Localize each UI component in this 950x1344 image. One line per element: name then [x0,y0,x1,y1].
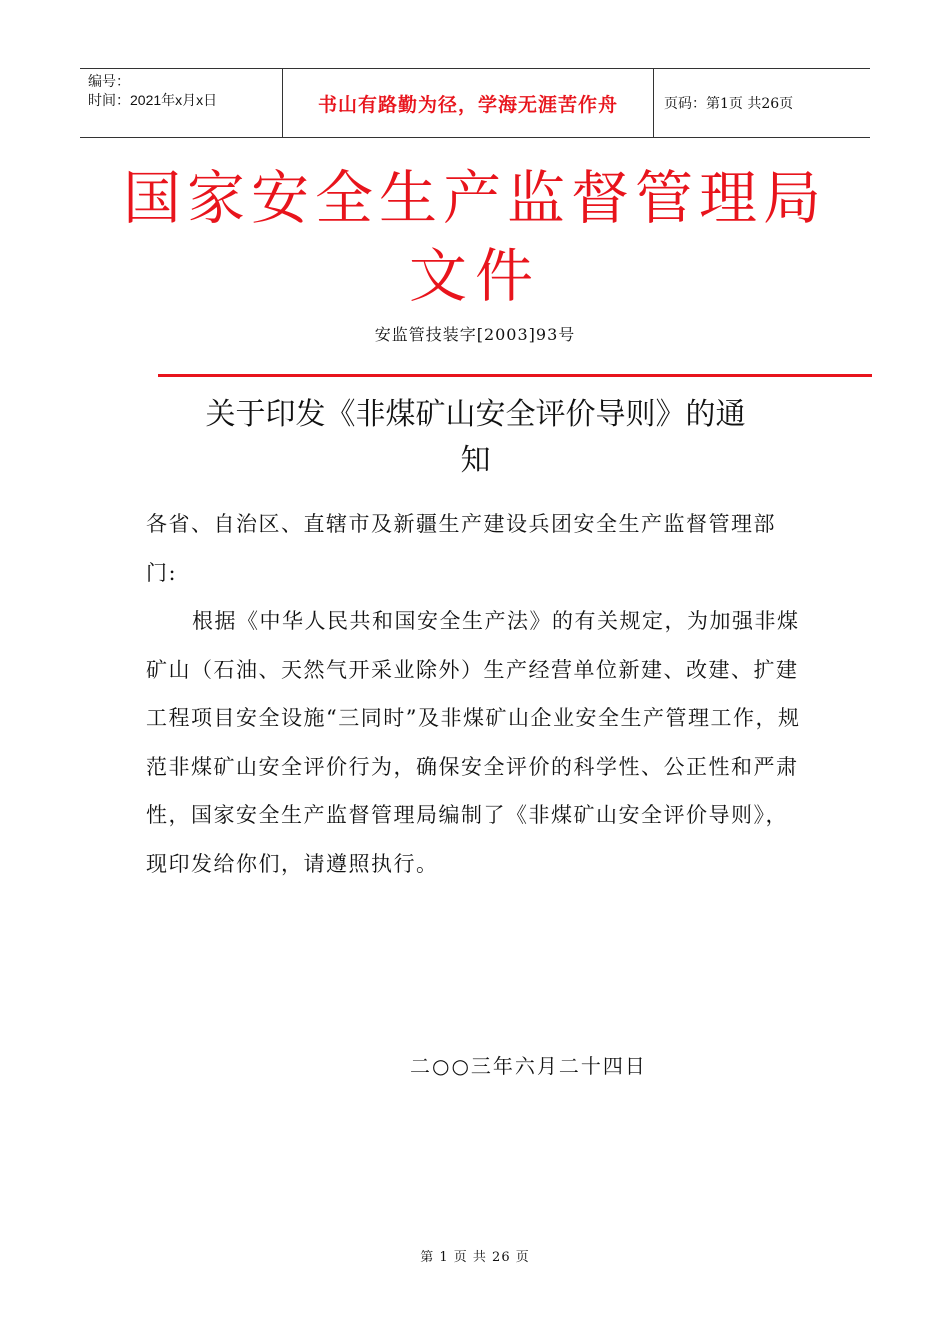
motto-text: 书山有路勤为径，学海无涯苦作舟 [317,93,618,116]
recipient-line: 各省、自治区、直辖市及新疆生产建设兵团安全生产监督管理部门: [146,512,776,585]
title-line-1: 关于印发《非煤矿山安全评价导则》的通 [205,397,746,432]
title-line-2: 知 [460,443,491,478]
time-label: 时间：2021年x月x日 [88,92,218,108]
header-page-cell [654,69,870,137]
issue-date: 二○○三年六月二十四日 [410,1054,647,1078]
red-divider [158,374,872,377]
document-number: 安监管技装字[2003]93号 [374,325,576,344]
number-label: 编号： [88,73,130,89]
document-type: 文件 [408,242,541,310]
document-title [148,392,803,484]
document-body [146,500,806,888]
body-paragraph: 根据《中华人民共和国安全生产法》的有关规定，为加强非煤矿山（石油、天然气开采业除外）生产经营单位新建、改建、扩建工程项目安全设施“三同时”及非煤矿山企业安全生产管理工作，规范非煤矿山安全评价行为，确保安全评价的科学性、公正性和严肃性，国家安全生产监督管理局编制了《非煤矿山安全评价导则》，现印发给你们，请遵照执行。 [146,609,801,876]
page-header-table [80,68,870,138]
header-meta-cell [80,69,282,137]
agency-name: 国家安全生产监督管理局 [122,164,827,232]
page-footer: 第 1 页 共 26 页 [420,1250,530,1265]
header-motto-cell [282,69,654,137]
page-info: 页码：第1页 共26页 [664,96,794,112]
